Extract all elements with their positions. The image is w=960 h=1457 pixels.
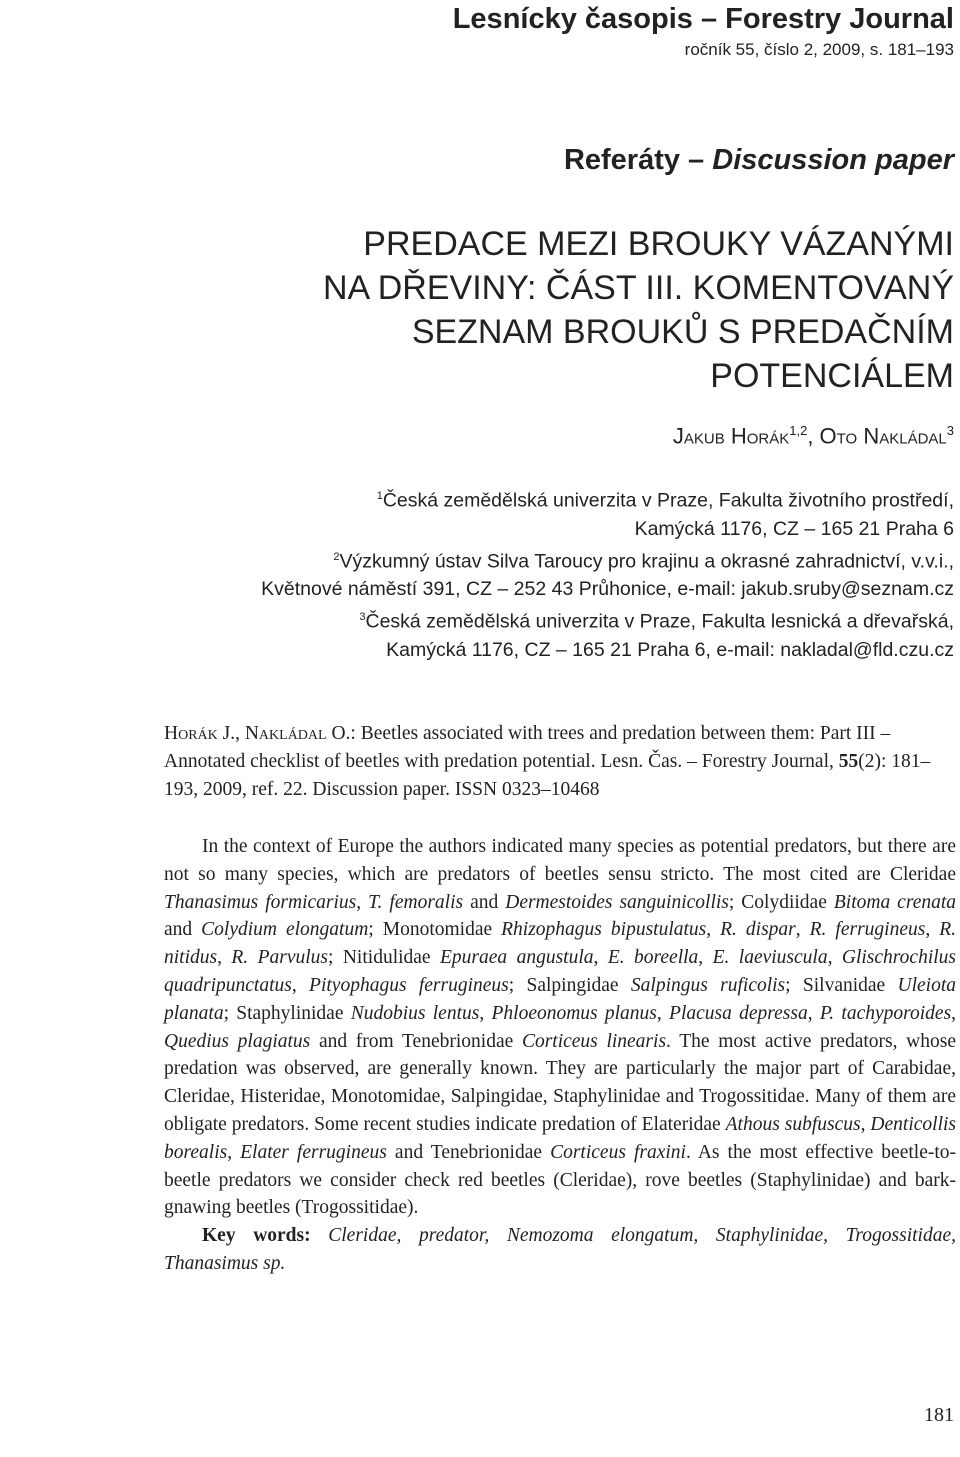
species-name: Bitoma crenata	[833, 891, 957, 913]
species-name: Thanasimus formicarius	[164, 891, 357, 913]
affiliation-line	[34, 543, 954, 576]
affiliation-line	[34, 482, 954, 515]
section-label-italic: Discussion paper	[712, 144, 954, 176]
species-name: R. ferrugineus	[809, 919, 926, 941]
species-name: T. femoralis	[368, 891, 464, 913]
species-name: Corticeus fraxini	[550, 1141, 686, 1163]
abstract-text: . As the most effective beetle-to-beetle predators we consider check red beetles (Cleridae), rove beetles (Staphylinidae) and bark-gnawing beetles (Trogossitidae).	[164, 1141, 957, 1219]
abstract-text: ,	[807, 1002, 820, 1024]
affiliation-line	[34, 603, 954, 636]
affiliation-line	[34, 636, 954, 664]
affiliation-mark: 3	[359, 611, 366, 623]
abstract-text: ; Monotomidae	[368, 919, 502, 941]
species-name: P. tachyporoides	[819, 1002, 952, 1024]
species-name: R. Parvulus	[231, 947, 329, 969]
species-name: Rhizophagus bipustulatus	[501, 919, 707, 941]
journal-title: Lesnícky časopis – Forestry Journal	[452, 3, 954, 35]
abstract-text: and from Tenebrionidae	[310, 1030, 522, 1052]
citation: Horák J., Nakládal O.: Beetles associated with trees and predation between them: Part III – Annotated checklist of beetles with predation potential. Lesn. Čas. – Forestry Journal, 55(2): 181–193, 2009, ref. 22. Discussion paper. ISSN 0323–10468	[164, 723, 931, 800]
affiliation-text: Květnové náměstí 391, CZ – 252 43 Průhonice, e-mail: jakub.sruby@seznam.cz	[261, 578, 954, 600]
keywords-label: Key words:	[202, 1225, 311, 1247]
species-name: Colydium elongatum	[201, 919, 369, 941]
species-name: Phloeonomus planus	[491, 1002, 657, 1024]
abstract-text: ,	[951, 1002, 957, 1024]
species-name: Pityophagus ferrugineus	[309, 974, 509, 996]
affiliation-text: Kamýcká 1176, CZ – 165 21 Praha 6	[634, 517, 954, 540]
keywords-value: Cleridae, predator, Nemozoma elongatum, Staphylinidae, Trogossitidae, Thanasimus sp.	[164, 1225, 956, 1274]
keywords	[164, 1222, 956, 1278]
species-name: Corticeus linearis	[521, 1030, 667, 1052]
article-title-line: NA DŘEVINY: ČÁST III. KOMENTOVANÝ	[322, 269, 954, 307]
page-number: 181	[924, 1404, 954, 1426]
affiliation-text: Výzkumný ústav Silva Taroucy pro krajinu a okrasné zahradnictví, v.v.i.,	[339, 550, 954, 572]
citation-author: Nakládal O.	[244, 723, 351, 744]
abstract-text: ,	[291, 974, 310, 996]
abstract-text: ,	[356, 891, 369, 913]
abstract-paragraph	[164, 833, 956, 1222]
species-name: Placusa depressa	[669, 1002, 808, 1024]
author-list: Jakub Horák$^{1,2}$, Oto Nakládal$^3$	[672, 423, 954, 449]
species-name: R. nitidus	[164, 919, 957, 969]
abstract-text: In the context of Europe the authors indicated many species as potential predators, but there are not so many species, which are predators of beetles sensu stricto. The most cited are Cleridae	[164, 836, 956, 885]
author-affiliation-mark: 1,2	[789, 423, 808, 438]
author-affiliation-mark: 3	[946, 423, 954, 438]
abstract-text: ,	[227, 1141, 241, 1163]
section-label-regular: Referáty –	[563, 144, 705, 176]
affiliations	[34, 482, 954, 664]
abstract-text: ,	[860, 1113, 871, 1135]
abstract-text: ; Salpingidae	[508, 974, 631, 996]
abstract-text: ,	[706, 919, 721, 941]
species-name: Dermestoides sanguinicollis	[505, 891, 729, 913]
citation-volume: 55	[838, 751, 859, 772]
abstract	[164, 833, 956, 1278]
journal-header	[14, 0, 954, 62]
citation-author: Horák J.	[164, 723, 236, 744]
abstract-text: ,	[795, 919, 810, 941]
section-label	[564, 140, 954, 180]
article-title-line: SEZNAM BROUKŮ S PREDAČNÍM	[411, 313, 954, 351]
author-name: Jakub Horák	[672, 423, 790, 449]
species-name: Denticollis borealis	[164, 1113, 956, 1163]
abstract-text: ,	[479, 1002, 492, 1024]
species-name: Epuraea angustula	[440, 947, 594, 969]
abstract-text: and	[463, 891, 506, 913]
species-name: Quedius plagiatus	[164, 1030, 311, 1052]
citation-text: (2): 181–193, 2009, ref. 22. Discussion paper. ISSN 0323–10468	[164, 751, 931, 800]
abstract-text: and	[164, 919, 202, 941]
species-name: Athous subfuscus	[725, 1113, 861, 1135]
article-title-line: PREDACE MEZI BROUKY VÁZANÝMI	[363, 225, 954, 263]
abstract-text: ,	[698, 947, 713, 969]
abstract-text: ; Colydiidae	[728, 891, 834, 913]
species-name: E. boreella	[607, 947, 699, 969]
abstract-text: ; Staphylinidae	[223, 1002, 351, 1024]
author-name: Oto Nakládal	[819, 423, 947, 449]
article-title	[194, 222, 954, 398]
article-title-line: POTENCIÁLEM	[710, 357, 954, 395]
species-name: Glischrochilus quadripunctatus	[164, 947, 956, 996]
species-name: E. laeviuscula	[712, 947, 828, 969]
abstract-text: ; Nitidulidae	[328, 947, 441, 969]
species-name: Uleiota planata	[164, 974, 957, 1024]
abstract-text: ,	[925, 919, 940, 941]
affiliation-text: Česká zemědělská univerzita v Praze, Fakulta životního prostředí,	[382, 489, 954, 512]
abstract-text: ,	[656, 1002, 670, 1024]
affiliation-mark: 1	[376, 490, 383, 502]
abstract-text: ,	[217, 947, 232, 969]
species-name: R. dispar	[720, 919, 796, 941]
abstract-text: ,	[827, 947, 842, 969]
abstract-text: ; Silvanidae	[785, 974, 898, 996]
abstract-text: and Tenebrionidae	[386, 1141, 551, 1163]
species-name: Salpingus ruficolis	[630, 974, 786, 996]
journal-issue-info: ročník 55, číslo 2, 2009, s. 181–193	[684, 40, 954, 59]
abstract-text: ,	[593, 947, 608, 969]
species-name: Nudobius lentus	[350, 1002, 480, 1024]
affiliation-mark: 2	[333, 550, 340, 563]
abstract-text: . The most active predators, whose predation was observed, are generally known. They are particularly the major part of Carabidae, Cleridae, Histeridae, Monotomidae, Salpingidae, Staphylinidae and Trogossitidae. Many of them are obligate predators. Some recent studies indicate predation of Elateridae	[164, 1030, 956, 1135]
affiliation-line	[34, 515, 954, 543]
species-name: Elater ferrugineus	[240, 1141, 387, 1163]
citation-text: : Beetles associated with trees and predation between them: Part III – Annotated checklist of beetles with predation potential. Lesn. Čas. – Forestry Journal,	[164, 723, 891, 772]
affiliation-text: Česká zemědělská univerzita v Praze, Fakulta lesnická a dřevařská,	[365, 610, 954, 633]
affiliation-line	[34, 575, 954, 603]
affiliation-text: Kamýcká 1176, CZ – 165 21 Praha 6, e-mail: nakladal@fld.czu.cz	[386, 638, 954, 661]
